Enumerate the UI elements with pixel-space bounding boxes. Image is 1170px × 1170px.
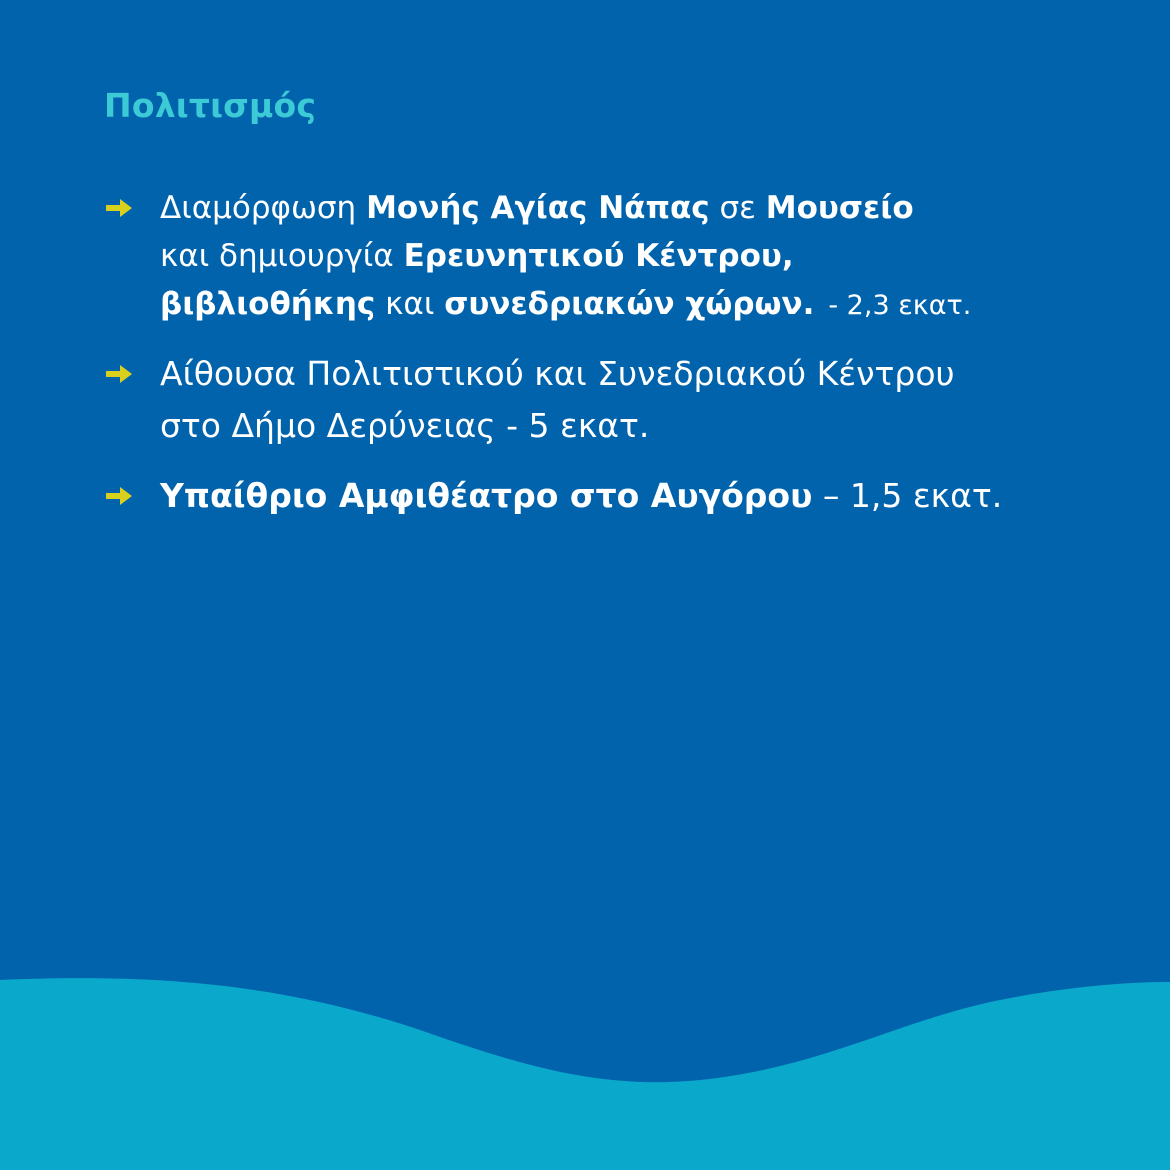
bullet-text-line: Αίθουσα Πολιτιστικού και Συνεδριακού Κέντρου [160,354,955,393]
bullet-item [104,348,1064,452]
bullet-text-bold: Υπαίθριο Αμφιθέατρο στο Αυγόρου [160,476,813,515]
section-title: Πολιτισμός [104,86,317,125]
arrow-right-icon [104,362,134,386]
bullet-amount: - 2,3 εκατ. [828,290,972,321]
bullet-text-regular: και δημιουργία [160,238,404,274]
arrow-right-icon [104,196,134,220]
arrow-right-icon [104,484,134,508]
bullet-text-bold: συνεδριακών χώρων. [444,286,815,322]
bullet-amount: – 1,5 εκατ. [812,476,1003,515]
bullet-text-bold: Ερευνητικού Κέντρου, [403,238,794,274]
bullet-list [104,184,1064,540]
wave-decoration [0,950,1170,1170]
bullet-text-regular: σε [709,190,766,226]
bullet-text-bold: Μουσείο [765,190,914,226]
bullet-item [104,470,1064,522]
bullet-item [104,184,1064,330]
bullet-text-bold: βιβλιοθήκης [160,286,376,322]
bullet-text-bold: Μονής Αγίας Νάπας [366,190,710,226]
bullet-text-regular: και [375,286,445,322]
bullet-text-regular: Διαμόρφωση [160,190,367,226]
bullet-text-line: στο Δήμο Δερύνειας - 5 εκατ. [160,406,650,445]
